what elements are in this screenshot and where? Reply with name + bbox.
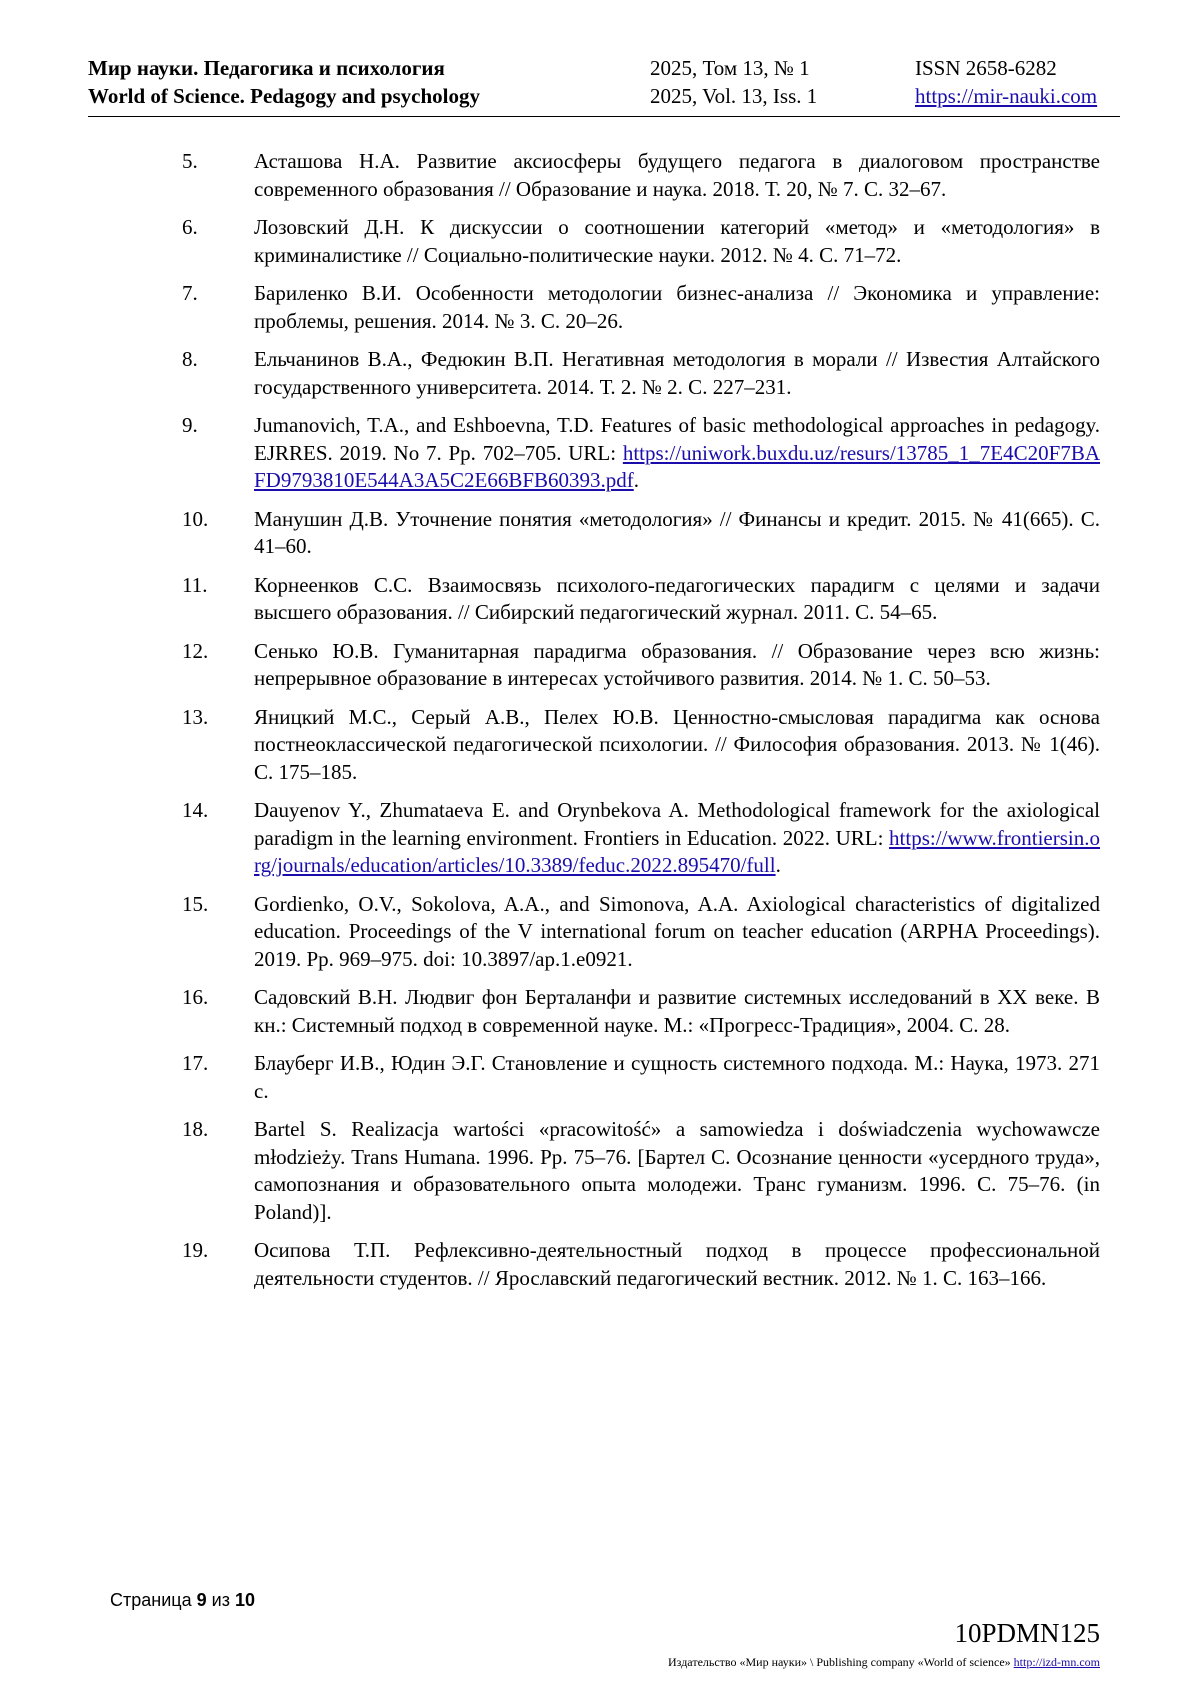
reference-item xyxy=(182,412,1100,495)
reference-item xyxy=(182,1050,1100,1105)
reference-item xyxy=(182,572,1100,627)
page-word: Страница xyxy=(110,1590,192,1610)
reference-text xyxy=(254,346,1100,401)
page-total: 10 xyxy=(234,1590,255,1610)
reference-number: 17. xyxy=(182,1051,209,1075)
publisher-line xyxy=(668,1655,1100,1670)
reference-number: 14. xyxy=(182,798,209,822)
reference-number: 7. xyxy=(182,281,198,305)
reference-item xyxy=(182,506,1100,561)
reference-body: Асташова Н.А. Развитие аксиосферы будущего педагога в диалоговом пространстве современного образования // Образование и наука. 2018. Т. 20, № 7. С. 32–67. xyxy=(254,149,1100,201)
issn: ISSN 2658-6282 xyxy=(915,56,1057,80)
reference-body: Dauyenov Y., Zhumataeva E. and Orynbekova A. Methodological framework for the axiological paradigm in the learning environment. Frontiers in Education. 2022. URL: xyxy=(254,798,1100,850)
reference-text xyxy=(254,506,1100,561)
reference-number: 8. xyxy=(182,347,198,371)
issue-ru: 2025, Том 13, № 1 xyxy=(650,56,810,80)
reference-text xyxy=(254,1237,1100,1292)
reference-link[interactable]: https://www.frontiersin.org/journals/education/articles/10.3389/feduc.2022.895470/full xyxy=(254,825,1100,877)
reference-number: 15. xyxy=(182,891,209,916)
header-row-en xyxy=(88,82,1120,110)
reference-item xyxy=(182,891,1100,974)
reference-item xyxy=(182,148,1100,203)
reference-text xyxy=(254,984,1100,1039)
reference-item xyxy=(182,638,1100,693)
reference-number: 19. xyxy=(182,1238,209,1262)
reference-number: 6. xyxy=(182,215,198,239)
reference-text xyxy=(254,891,1100,974)
reference-tail: . xyxy=(775,853,781,877)
reference-item xyxy=(182,280,1100,335)
reference-number: 12. xyxy=(182,638,209,663)
reference-text xyxy=(254,412,1100,495)
reference-body: Бариленко В.И. Особенности методологии бизнес-анализа // Экономика и управление: проблемы, решения. 2014. № 3. С. 20–26. xyxy=(254,281,1100,333)
header-row-ru xyxy=(88,54,1120,82)
reference-list xyxy=(182,148,1100,1303)
reference-body: Bartel S. Realizacja wartości «pracowitość» a samowiedza i doświadczenia wychowawcze młodzieży. Trans Humana. 1996. Pp. 75–76. [Бартел С. Осознание ценности «усердного труда», самопознания и образовательного опыта молодежи. Транс гуманизм. 1996. С. 75–76. (in Poland)]. xyxy=(254,1117,1100,1224)
page-current: 9 xyxy=(196,1590,207,1610)
reference-number: 13. xyxy=(182,704,209,729)
reference-body: Осипова Т.П. Рефлексивно-деятельностный подход в процессе профессиональной деятельности студентов. // Ярославский педагогический вестник. 2012. № 1. С. 163–166. xyxy=(254,1238,1100,1290)
journal-title-en: World of Science. Pedagogy and psychology xyxy=(88,84,481,108)
reference-text xyxy=(254,148,1100,203)
reference-item xyxy=(182,1116,1100,1226)
reference-body: Ельчанинов В.А., Федюкин В.П. Негативная методология в морали // Известия Алтайского государственного университета. 2014. Т. 2. № 2. С. 227–231. xyxy=(254,347,1100,399)
reference-text xyxy=(254,572,1100,627)
reference-number: 18. xyxy=(182,1117,209,1141)
reference-text xyxy=(254,214,1100,269)
reference-item xyxy=(182,797,1100,880)
reference-item xyxy=(182,346,1100,401)
article-code: 10PDMN125 xyxy=(954,1618,1100,1648)
reference-body: Сенько Ю.В. Гуманитарная парадигма образования. // Образование через всю жизнь: непрерывное образование в интересах устойчивого развития. 2014. № 1. С. 50–53. xyxy=(254,638,1100,690)
reference-text xyxy=(254,1116,1100,1226)
page-counter xyxy=(110,1590,255,1611)
reference-body: Jumanovich, T.A., and Eshboevna, T.D. Features of basic methodological approaches in pedagogy. EJRRES. 2019. No 7. Pp. 702–705. URL: xyxy=(254,413,1100,465)
page-of: из xyxy=(211,1590,230,1610)
reference-body: Блауберг И.В., Юдин Э.Г. Становление и сущность системного подхода. М.: Наука, 1973. 271 с. xyxy=(254,1051,1100,1103)
journal-header xyxy=(88,54,1120,117)
journal-url-link[interactable]: https://mir-nauki.com xyxy=(915,84,1098,108)
issue-en: 2025, Vol. 13, Iss. 1 xyxy=(650,84,818,108)
reference-text xyxy=(254,704,1100,787)
reference-text xyxy=(254,280,1100,335)
reference-text xyxy=(254,1050,1100,1105)
reference-text xyxy=(254,638,1100,693)
reference-item xyxy=(182,984,1100,1039)
reference-link[interactable]: https://uniwork.buxdu.uz/resurs/13785_1_7E4C20F7BAFD9793810E544A3A5C2E66BFB60393.pdf xyxy=(254,440,1100,492)
reference-body: Манушин Д.В. Уточнение понятия «методология» // Финансы и кредит. 2015. № 41(665). С. 41–60. xyxy=(254,506,1100,558)
reference-number: 9. xyxy=(182,413,198,437)
reference-tail: . xyxy=(633,468,640,492)
reference-item xyxy=(182,704,1100,787)
reference-item xyxy=(182,1237,1100,1292)
reference-text xyxy=(254,797,1100,880)
reference-body: Садовский В.Н. Людвиг фон Берталанфи и развитие системных исследований в XX веке. В кн.: Системный подход в современной науке. М.: «Прогресс-Традиция», 2004. С. 28. xyxy=(254,985,1100,1037)
reference-body: Яницкий М.С., Серый А.В., Пелех Ю.В. Ценностно-смысловая парадигма как основа постнеоклассической педагогической психологии. // Философия образования. 2013. № 1(46). С. 175–185. xyxy=(254,704,1100,784)
reference-body: Лозовский Д.Н. К дискуссии о соотношении категорий «метод» и «методология» в криминалистике // Социально-политические науки. 2012. № 4. С. 71–72. xyxy=(254,215,1100,267)
reference-number: 5. xyxy=(182,149,198,173)
journal-title-ru: Мир науки. Педагогика и психология xyxy=(88,56,445,80)
reference-number: 11. xyxy=(182,572,208,597)
reference-number: 10. xyxy=(182,506,209,531)
reference-number: 16. xyxy=(182,985,209,1009)
reference-body: Корнеенков С.С. Взаимосвязь психолого-педагогических парадигм с целями и задачи высшего образования. // Сибирский педагогический журнал. 2011. С. 54–65. xyxy=(254,572,1100,624)
publisher-link[interactable]: http://izd-mn.com xyxy=(1013,1655,1100,1669)
reference-body: Gordienko, O.V., Sokolova, A.A., and Simonova, A.A. Axiological characteristics of digitalized education. Proceedings of the V international forum on teacher education (ARPHA Proceedings). 2019. Pp. 969–975. doi: 10.3897/ap.1.e0921. xyxy=(254,891,1100,971)
reference-item xyxy=(182,214,1100,269)
publisher-text: Издательство «Мир науки» \ Publishing company «World of science» xyxy=(668,1655,1014,1669)
